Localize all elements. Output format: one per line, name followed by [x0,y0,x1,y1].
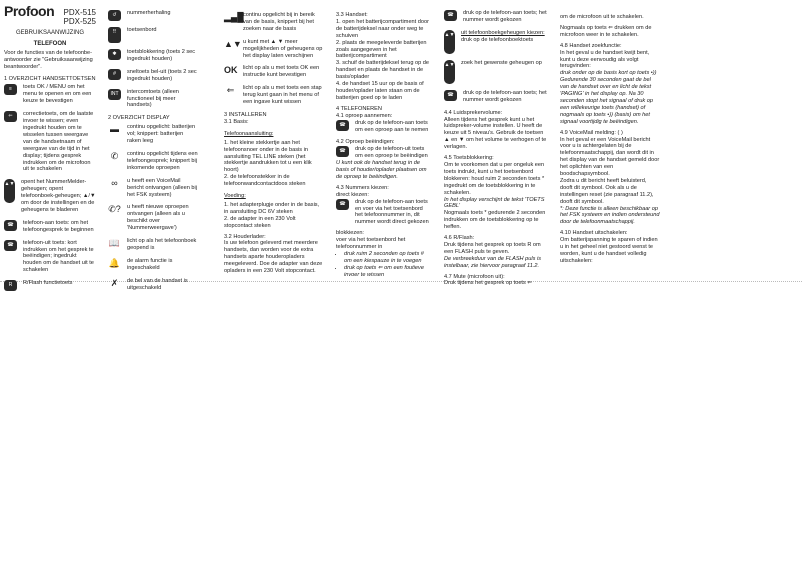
redial-icon: ↺ [108,10,121,21]
key-item: ☎ telefoon-uit toets: kort indrukken om het gesprek te beëindigen; ingedrukt houden om de handset uit te schakelen [4,240,96,275]
r-flash-key-icon: R [4,280,17,291]
model-numbers: PDX-515 PDX-525 [63,8,96,26]
hash-key-icon: # [108,69,121,80]
display-item: ▂▄█ continu opgelicht bij in bereik van de basis, knippert bij het zoeken naar de basis [224,12,315,32]
key-item: ⇐ correctietoets, om de laatste invoer te wissen; even ingedrukt houden om te wisselen tussen weergave van de handsetnaam of weergave van de tijd in het display; tijdens gesprek indrukken om de microfoon uit te schakelen [4,111,96,173]
new-call-icon: ✆? [108,204,121,215]
subsection-heading: 4.9 VoiceMail melding: ( ) [560,129,623,136]
subsection-heading: 4.3 Nummers kiezen: [336,184,389,191]
int-key-icon: INT [108,89,121,100]
phone-off-key-icon: ☎ [336,146,349,157]
subsection-heading: 3.2 Houderlader: [224,233,266,240]
navigation-keys-icon: ▲▼ [4,179,15,203]
subsection-heading: 4.1 oproep aannemen: [336,112,393,119]
alarm-bell-icon: 🔔 [108,257,121,268]
subsection-heading: 4.4 Luidsprekervolume: [444,109,503,116]
subsection-heading: 4.6 R/Flash: [444,235,475,242]
display-item: ✆? u heeft nieuwe oproepen ontvangen (alleen als u beschikt over 'Nummerweergave') [108,204,189,232]
up-down-arrows-icon: ▲▼ [224,38,242,49]
signal-icon: ▂▄█ [224,12,244,22]
key-item: ☎ telefoon-aan toets: om het telefoongesprek te beginnen [4,220,96,234]
ok-menu-key-icon: ≡ [4,84,17,95]
back-arrow-icon: ⇐ [226,85,235,96]
subsection-heading: 4.10 Handset uitschakelen: [560,230,628,237]
display-item: ▲▼ u kunt met ▲ ▼ meer mogelijkheden of geheugens op het display laten verschijnen [224,38,323,59]
star-key-icon: ✱ [108,49,121,60]
phone-off-key-icon: ☎ [4,240,17,251]
ok-display-icon: OK [224,65,238,76]
voicemail-icon: ∞ [111,177,118,188]
column-2 [108,10,198,297]
subsection-heading: Voeding: [224,193,246,200]
display-item: 🔔 de alarm functie is ingeschakeld [108,257,173,271]
section-heading: 2 OVERZICHT DISPLAY [108,115,170,122]
ringer-off-icon: ✗ [110,277,119,288]
key-item: ⠿ toetsenbord [108,27,198,43]
navigation-keys-icon: ▲▼ [444,30,455,54]
correction-key-icon: ⇐ [4,111,17,122]
subsection-heading: Telefoonaansluiting: [224,130,274,137]
column-6: om de microfoon uit te schakelen. Nogmaals op toets ⇐ drukken om de microfoon weer in te schakelen. 4.8 Handset zoekfunctie: In het geval u de handset kwijt bent, kunt u deze eenvoudig als volgt terugvinden: druk onder op de basis kort op toets •)) Gedurende 30 seconden gaat de bel van de handset over en licht de tekst 'PAGING' in het display op. Na 30 seconden stopt het signaal of druk op een willekeurige toets (handset) of nogmaals op toets •)) (basis) om het signaal voortijdig te beëindigen. 4.9 VoiceMail melding: ( ) In het geval er een VoiceMail bericht voor u is achtergelaten bij de telefoonmaatschappij, dan wordt dit in het display van de handset gemeld door het oplichten van een boodschapsymbool. Zodra u dit bericht heeft beluisterd, dooft dit symbool. Ook als u de instellingen reset (zie paragraaf 11.2), dooft dit symbool. *: Deze functie is alleen beschikbaar op het FSK systeem en indien ondersteund door de telefoonmaatschappij. 4.10 Handset uitschakelen: Om batterijspanning te sparen of indien u in het geheel niet gestoord wenst te worden, kunt u de handset volledig uitschakelen: [560,14,660,264]
phone-on-key-icon: ☎ [444,10,457,21]
display-item: ✆ continu opgelicht tijdens een telefoongesprek; knippert bij inkomende oproepen [108,151,198,172]
doc-title: GEBRUIKSAANWIJZING [15,30,84,36]
subsection-heading: 4.2 Oproep beëindigen: [336,139,395,146]
key-item: ↺ nummerherhaling [108,10,198,21]
subsection-heading: 3.1 Basis: [224,118,249,125]
subsection-heading: 3.3 Handset: [336,12,368,18]
navigation-keys-icon: ▲▼ [444,60,455,84]
key-item: R R/Flash functietoets [4,280,96,291]
section-heading: 1 OVERZICHT HANDSETTOETSEN [4,75,96,82]
column-1 [4,3,96,297]
subsection-heading: 4.5 Toetsblokkering: [444,155,494,162]
phone-on-key-icon: ☎ [336,120,349,131]
section-heading: 4 TELEFONEREN [336,105,382,112]
key-item: ≡ toets OK / MENU om het menu te openen en om een keuze te bevestigen [4,84,96,105]
display-item: ∞ u heeft een VoiceMail bericht ontvangen (alleen bij het FSK systeem) [108,178,198,199]
key-item: ▲▼ opent het NummerMelder-geheugen; opent telefoonboek-geheugen; ▲/▼ om door de instellingen en de geheugens te bladeren [4,179,96,213]
phone-on-key-icon: ☎ [444,90,457,101]
display-item: OK licht op als u met toets OK een instructie kunt bevestigen [224,65,320,79]
column-4: 3.3 Handset: 1. open het batterijcompartiment door de batterijdeksel naar onder weg te schuiven 2. plaats de meegeleverde batterijen zoals aangegeven in het batterijcompartiment 3. schuif de batterijdeksel terug op de handset en plaats de handset in de basis/oplader 4. de handset 15 uur op de basis of houder/oplader laten staan om de batterijen goed op te laden 4 TELEFONEREN 4.1 oproep aannemen: ☎ druk op de telefoon-aan toets om een oproep aan te nemen 4.2 Oproep beëindigen: ☎ druk op de telefoon-uit toets om een oproep te beëindigen U kunt ook de handset terug in de basis of houder/oplader plaatsen om de oproep te beëindigen. 4.3 Nummers kiezen: direct kiezen: ☎ druk op de telefoon-aan toets en voer via het toetsenbord het telefoonnummer in, dit nummer wordt direct gekozen blokkiezen: voer via het toetsenbord het telefoonnummer in • druk ruim 2 seconden op toets # om een kiespauze in te voegen • druk op toets ⇐ om een foutieve invoer te wissen [336,12,432,279]
doc-subtitle: TELEFOON [33,40,67,47]
key-item: ✱ toetsblokkering (toets 2 sec ingedrukt houden) [108,49,198,63]
key-item: INT intercomtoets (alleen functioneel bij meer handsets) [108,89,198,110]
subsection-heading: 4.8 Handset zoekfunctie: [560,42,622,49]
display-item: ✗ de bel van de handset is uitgeschakeld [108,278,198,292]
display-item: 📖 licht op als het telefoonboek geopend is [108,238,197,251]
intro-text: Voor de functies van de telefoonbe-antwoorder zie "Gebruiksaanwijzing beantwoorder". [4,49,93,70]
display-item: ⇐ licht op als u met toets een stap terug kunt gaan in het menu of een ingave kunt wissen [224,85,324,106]
battery-icon: ▬ [110,124,119,135]
phonebook-icon: 📖 [108,238,121,249]
display-item: ▬ continu opgelicht: batterijen vol; knippert: batterijen raken leeg [110,124,196,145]
section-heading: 3 INSTALLEREN [224,111,267,118]
phone-on-key-icon: ☎ [336,199,349,210]
subsection-heading: 4.7 Mute (microfoon uit): [444,273,505,280]
phone-on-key-icon: ☎ [4,220,17,231]
column-3: ▂▄█ continu opgelicht bij in bereik van de basis, knippert bij het zoeken naar de basis ▲▼ u kunt met ▲ ▼ meer mogelijkheden of geheugens op het display laten verschijnen OK licht op als u met toets OK een instructie kunt bevestigen ⇐ licht op als u met toets een stap terug kunt gaan in het menu of een ingave kunt wissen 3 INSTALLEREN 3.1 Basis: Telefoonaansluiting: 1. het kleine stekkertje aan het telefoonsnoer onder in de basis in aansluiting TEL LINE steken (het stekkertje aandrukken tot u een klik hoort) 2. de telefoonstekker in de telefoonwandcontactdoos steken Voeding: 1. het adapterplugje onder in de basis, in aansluiting DC 6V steken 2. de adapter in een 230 Volt stopcontact steken 3.2 Houderlader: Is uw telefoon geleverd met meerdere handsets, dan worden voor de extra handsets aparte houderopladers meegeleverd. Doe de adapter van deze opladers in een 230 Volt stopcontact. [224,12,323,275]
handset-icon: ✆ [110,150,119,161]
key-item: # sneltoets bel-uit (toets 2 sec ingedrukt houden) [108,69,198,83]
keypad-icon: ⠿ [108,27,121,43]
brand-logo: Profoon [4,3,55,19]
column-5: ☎ druk op de telefoon-aan toets; het nummer wordt gekozen ▲▼ uit telefoonboekgeheugen kiezen: druk op de telefoonboektoets ▲▼ zoek het gewenste geheugen op ☎ druk op de telefoon-aan toets; het nummer wordt gekozen 4.4 Luidsprekervolume: Alleen tijdens het gesprek kunt u het luidspreker-volume instellen. U heeft de keuze uit 5 niveau's. Gebruik de toetsen ▲ en ▼ om het volume te verhogen of te verlagen. 4.5 Toetsblokkering: Om te voorkomen dat u per ongeluk een toets indrukt, kunt u het toetsenbord blokkeren: houd ruim 2 seconden toets * ingedrukt om de toetsblokkering in te schakelen. In het display verschijnt de tekst 'TOETS GEBL' Nogmaals toets * gedurende 2 seconden indrukken om de toetsblokkering op te heffen. 4.6 R/Flash: Druk tijdens het gesprek op toets R om een FLASH puls te geven. De verbreekduur van de FLASH puls is instelbaar, zie hiervoor paragraaf 11.2. 4.7 Mute (microfoon uit): Druk tijdens het gesprek op toets ⇐ [444,10,547,287]
